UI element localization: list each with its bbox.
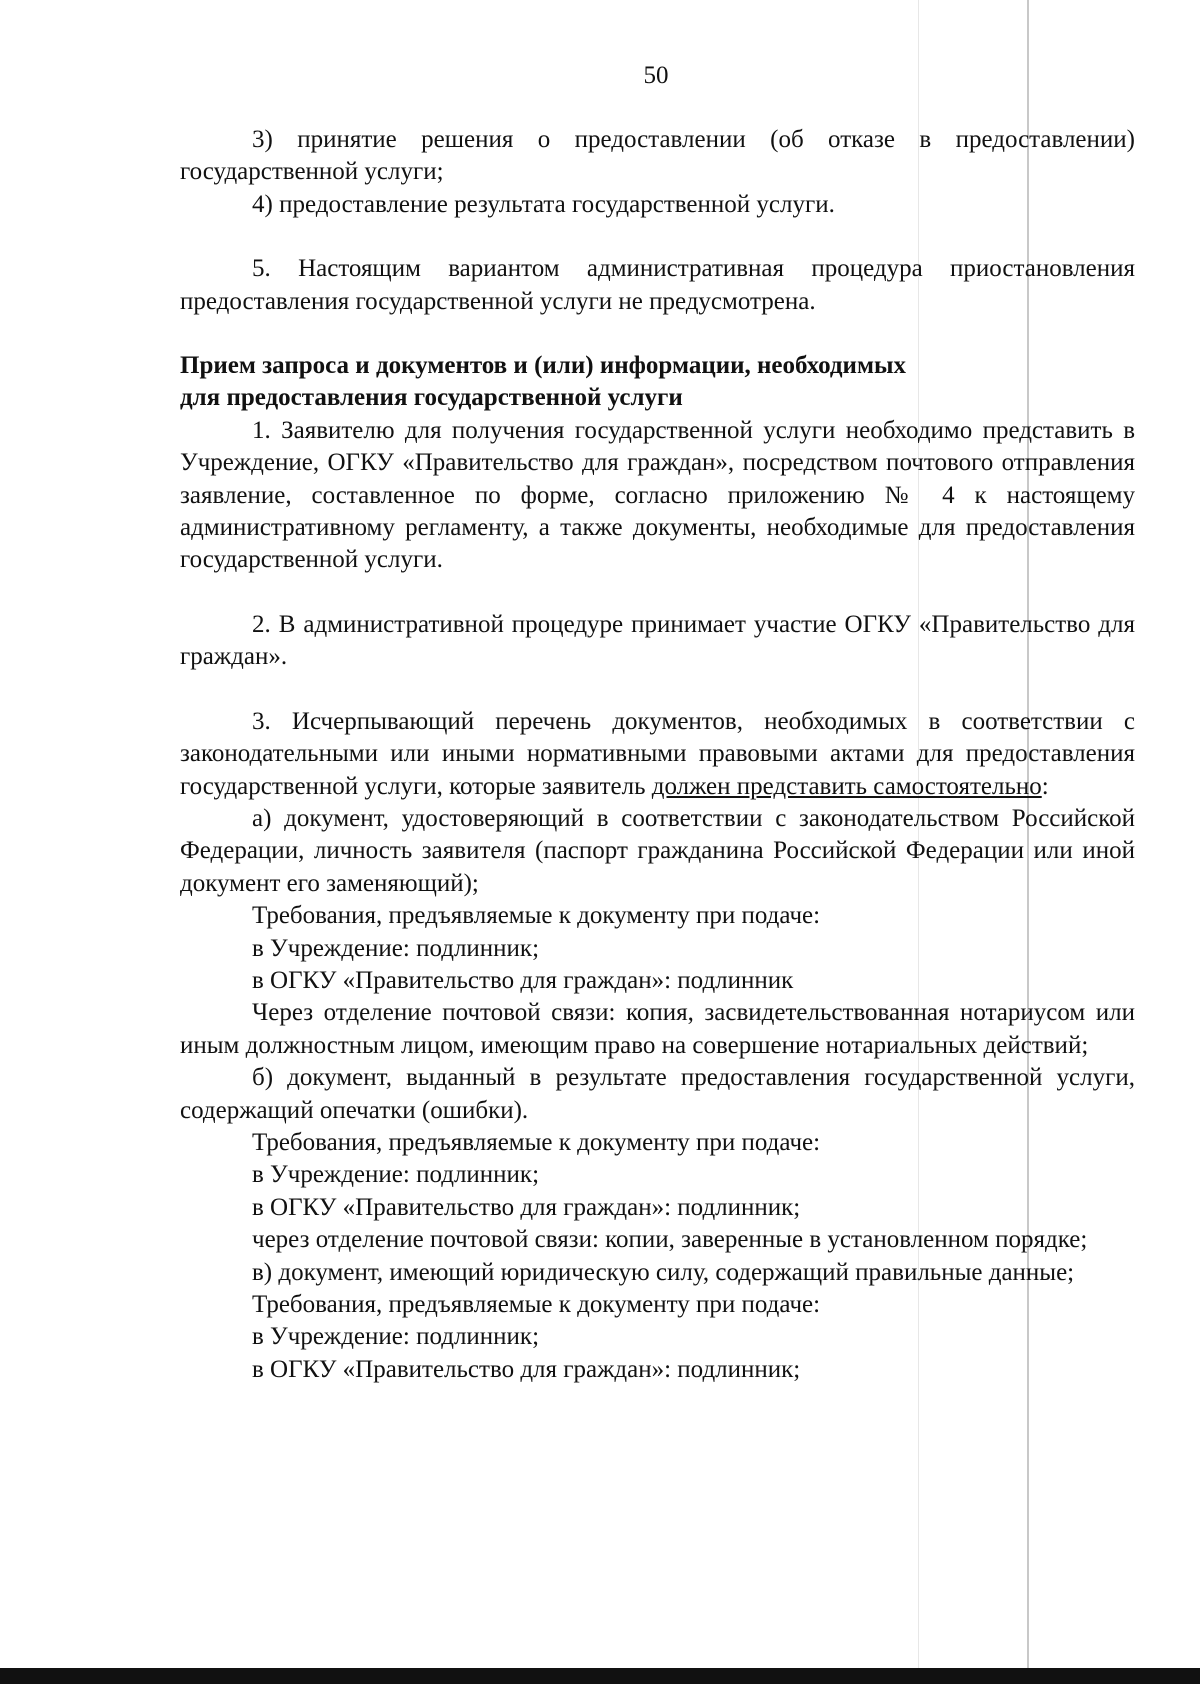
underlined-text: должен представить самостоятельно: [651, 772, 1042, 800]
list-item: 4) предоставление результата государственной услуги.: [252, 190, 835, 218]
list-item: Через отделение почтовой связи: копия, засвидетельствованная нотариусом или иным должностным лицом, имеющим право на совершение нотариальных действий;: [180, 999, 1135, 1059]
list-item: Требования, предъявляемые к документу при подаче:: [252, 1291, 821, 1318]
paragraph: 1. Заявителю для получения государственной услуги необходимо представить в Учреждение, ОГКУ «Правительство для граждан», посредством почтового отправления заявление, составленное по форме, согласно приложению № 4 к настоящему административному регламенту, а также документы, необходимые для предоставления государственной услуги.: [180, 416, 1135, 574]
list-item: в Учреждение: подлинник;: [252, 934, 540, 962]
scan-bottom-edge: [0, 1668, 1200, 1684]
paragraph: 5. Настоящим вариантом административная процедура приостановления предоставления государственной услуги не предусмотрена.: [180, 255, 1135, 315]
list-item: а) документ, удостоверяющий в соответствии с законодательством Российской Федерации, личность заявителя (паспорт гражданина Российской Федерации или иной документ его заменяющий);: [180, 804, 1135, 897]
paragraph-text: :: [1041, 772, 1049, 800]
list-item: в Учреждение: подлинник;: [252, 1161, 540, 1189]
list-item: через отделение почтовой связи: копии, заверенные в установленном порядке;: [252, 1226, 1088, 1254]
heading-line: для предоставления государственной услуги: [180, 384, 683, 412]
list-item: в) документ, имеющий юридическую силу, содержащий правильные данные;: [252, 1258, 1075, 1286]
paragraph: [180, 706, 1135, 803]
list-item: 3) принятие решения о предоставлении (об отказе в предоставлении) государственной услуги;: [180, 126, 1135, 186]
list-item: в ОГКУ «Правительство для граждан»: подлинник;: [252, 1355, 801, 1383]
page-number: 50: [643, 62, 669, 89]
paragraph: 2. В административной процедуре принимает участие ОГКУ «Правительство для граждан».: [180, 610, 1135, 671]
list-item: в ОГКУ «Правительство для граждан»: подлинник;: [252, 1193, 801, 1221]
section-heading: [180, 350, 1135, 415]
paragraph-text: 3. Исчерпывающий перечень документов, необходимых в соответствии с законодательными или иными нормативными правовыми актами для предоставления государственной услуги, которые заявитель: [180, 707, 1135, 800]
document-body: [180, 124, 1135, 1386]
list-item: в ОГКУ «Правительство для граждан»: подлинник: [252, 966, 794, 994]
heading-line: Прием запроса и документов и (или) информации, необходимых: [180, 352, 907, 380]
list-item: Требования, предъявляемые к документу при подаче:: [252, 1128, 821, 1156]
list-item: Требования, предъявляемые к документу при подаче:: [252, 902, 821, 930]
list-item: б) документ, выданный в результате предоставления государственной услуги, содержащий опечатки (ошибки).: [180, 1064, 1135, 1124]
list-item: в Учреждение: подлинник;: [252, 1323, 540, 1351]
